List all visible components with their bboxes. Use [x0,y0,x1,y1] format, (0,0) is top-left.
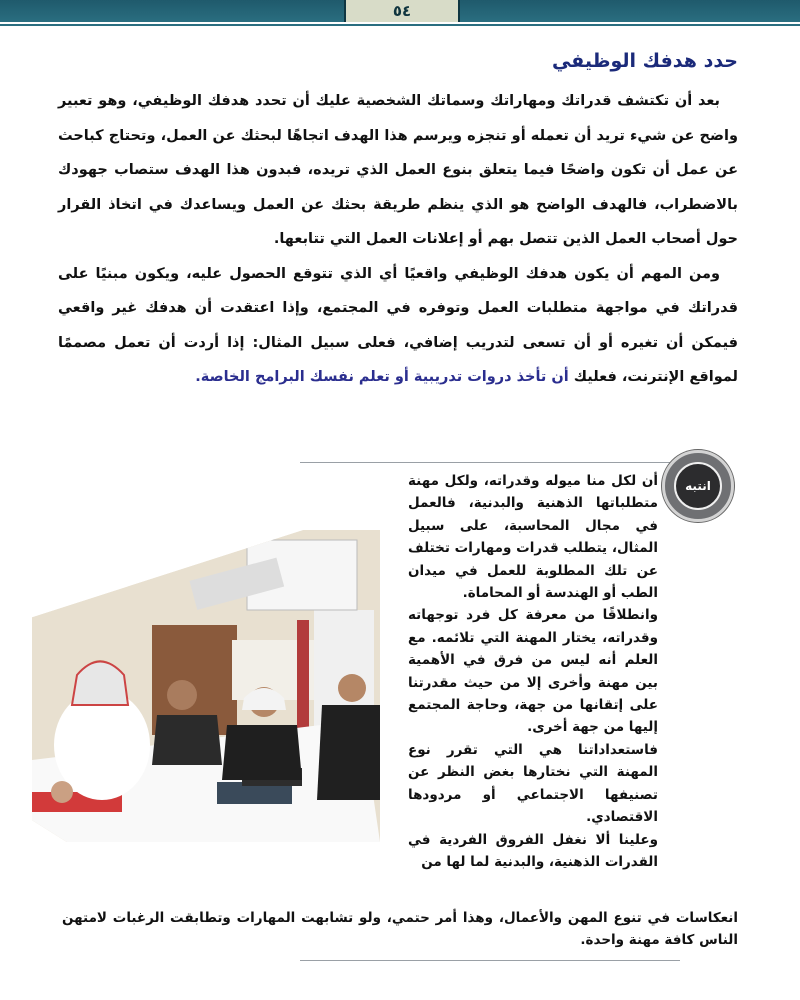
note-column [408,470,658,873]
page-number: ٥٤ [344,0,460,22]
note-badge [662,450,734,522]
note-paragraph-4: وعلينا ألا نغفل الفروق الفردية في القدرات الذهنية، والبدنية لما لها من [408,831,658,870]
note-bottom-text [62,907,738,952]
note-paragraph-3: فاستعداداتنا هي التي تقرر نوع المهنة التي نختارها بغض النظر عن تصنيفها الاجتماعي أو مردودها الاقتصادي. [408,741,658,826]
paragraph-2-text: ومن المهم أن يكون هدفك الوظيفي واقعيًا أي الذي تتوقع الحصول عليه، ويكون مبنيًا على قدراتك في مواجهة متطلبات العمل وتوفره في المجتمع، وإذا اعتقدت أن هدفك غير واقعي فيمكن أن تغيره أو أن تسعى لتدريب إضافي، فعلى سبيل المثال: إذا أردت أن تعمل مصممًا لمواقع الإنترنت، فعليك [58,265,738,385]
header-rule [0,24,800,26]
note-paragraph-2: وانطلاقًا من معرفة كل فرد توجهاته وقدراته، يختار المهنة التي تلائمه. مع العلم أنه ليس من فرق في الأهمية بين مهنة وأخرى إلا من حيث مقدرتنا على إتقانها من جهة، وحاجة المجتمع إليها من جهة أخرى. [408,607,658,736]
paragraph-1: بعد أن تكتشف قدراتك ومهاراتك وسماتك الشخصية عليك أن تحدد هدفك الوظيفي، وهو تعبير واضح عن شيء تريد أن تعمله أو تنجزه ويرسم هذا الهدف اتجاهًا لبحثك عن العمل، وتحتاج كباحث عن عمل أن تكون واضحًا فيما يتعلق بنوع العمل الذي تريده، فبدون هذا الهدف ستصاب جهودك بالاضطراب، فالهدف الواضح هو الذي ينظم طريقة بحثك عن العمل ويساعدك في اتخاذ القرار حول أصحاب العمل الذين تتصل بهم أو إعلانات العمل التي تتابعها. [58,93,738,247]
note-bottom-rule [300,960,680,961]
note-badge-label: انتبه [674,462,722,510]
note-paragraph-1: أن لكل منا ميوله وقدراته، ولكل مهنة متطلباتها الذهنية والبدنية، فالعمل في مجال المحاسبة، على سبيل المثال، يتطلب قدرات ومهارات تختلف عن تلك المطلوبة للعمل في ميدان الطب أو الهندسة أو المحاماة. [408,473,658,602]
paragraph-2 [58,257,738,395]
section-title: حدد هدفك الوظيفي [551,50,738,72]
paragraph-2-end: أن تأخذ دروات تدريبية أو تعلم نفسك البرامج الخاصة. [195,369,569,385]
intro-text [58,84,738,395]
note-paragraph-5: انعكاسات في تنوع المهن والأعمال، وهذا أمر حتمي، ولو تشابهت المهارات وتطابقت الرغبات لامتهن الناس كافة مهنة واحدة. [62,910,738,949]
meeting-photo [32,530,380,842]
